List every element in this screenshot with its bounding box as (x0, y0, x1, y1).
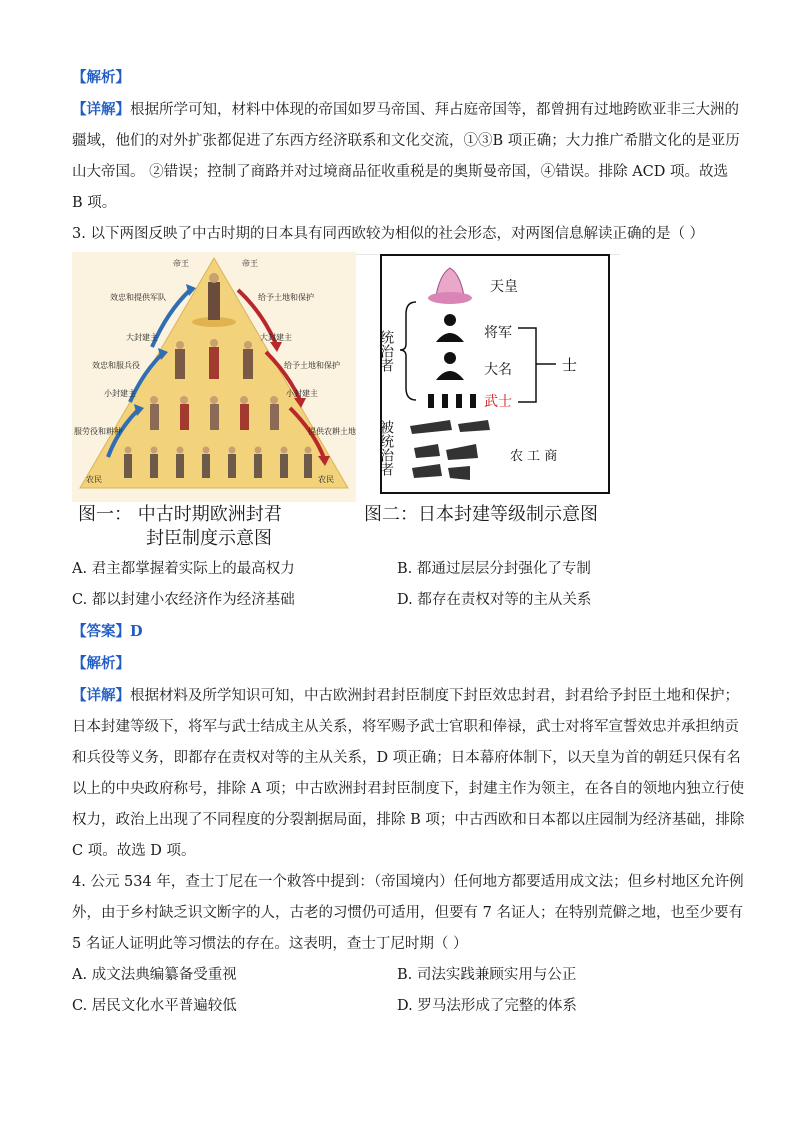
question-4-option-b[interactable]: B. 司法实践兼顾实用与公正 (397, 967, 577, 983)
question-3-option-a[interactable]: A. 君主都掌握着实际上的最高权力 (72, 561, 295, 577)
figure-1-caption-line-2: 封臣制度示意图 (146, 528, 272, 549)
question-3-stem: 3. 以下两图反映了中古时期的日本具有同西欧较为相似的社会形态，对两图信息解读正确的是（ ） (72, 226, 705, 242)
fig1-level-1: 大封建主 (126, 333, 158, 342)
detail-1-line-1: 【详解】根据所学可知，材料中体现的帝国如罗马帝国、拜占庭帝国等，都曾拥有过地跨欧亚非三大洲的 (72, 101, 739, 118)
detail-1-line-4: B 项。 (72, 195, 117, 211)
question-4-option-d[interactable]: D. 罗马法形成了完整的体系 (397, 998, 577, 1014)
fig1-level-2-r: 小封建主 (286, 389, 318, 398)
figure-2-caption: 图二：日本封建等级制示意图 (364, 504, 598, 525)
fig1-level-2: 小封建主 (104, 389, 136, 398)
fig2-daimyo: 大名 (484, 362, 512, 378)
question-4-option-a[interactable]: A. 成文法典编纂备受重视 (72, 967, 237, 983)
figure-1-pyramid (72, 252, 356, 502)
fig1-right-arrow-1: 给予土地和保护 (258, 293, 314, 302)
fig1-right-arrow-2: 给予土地和保护 (284, 361, 340, 370)
question-3-options-row-2 (72, 585, 722, 616)
question-3-answer: 【答案】D (72, 623, 143, 640)
question-4-options-row-2 (72, 991, 722, 1022)
document-page (72, 62, 745, 1022)
fig2-commoners: 农 工 商 (510, 449, 558, 464)
fig1-right-arrow-3: 提供农耕土地 (308, 427, 356, 436)
detail-3-line-5: 权力，政治上出现了不同程度的分裂割据局面，排除 B 项；中古西欧和日本都以庄园制为经济基础，排除 (72, 812, 745, 828)
detail-3-line-1: 【详解】根据材料及所学知识可知，中古欧洲封君封臣制度下封臣效忠封君，封君给予封臣土地和保护； (72, 687, 739, 704)
fig2-shi: 士 (562, 356, 578, 374)
question-3-option-b[interactable]: B. 都通过层层分封强化了专制 (397, 561, 591, 577)
fig1-left-arrow-3: 服劳役和耕种 (74, 427, 122, 436)
fig2-ruled: 被统治者 (378, 420, 394, 476)
question-3-option-d[interactable]: D. 都存在责权对等的主从关系 (397, 592, 592, 608)
question-4-options-row-1 (72, 960, 722, 991)
detail-3-line-3: 和兵役等义务，即都存在责权对等的主从关系，D 项正确；日本幕府体制下，以天皇为首的朝廷只保有名 (72, 750, 741, 766)
detail-3-line-4: 以上的中央政府称号，排除 A 项；中古欧洲封君封臣制度下，封建主作为领主，在各自的领地内独立行使 (72, 781, 745, 797)
analysis-tag-1: 【解析】 (72, 69, 130, 86)
question-3-option-c[interactable]: C. 都以封建小农经济作为经济基础 (72, 592, 295, 608)
question-3-figures (72, 252, 722, 554)
question-4-line-1: 4. 公元 534 年，查士丁尼在一个敕答中提到：（帝国境内）任何地方都要适用成文法；但乡村地区允许例 (72, 874, 744, 890)
analysis-tag-2: 【解析】 (72, 655, 130, 672)
fig1-level-0-r: 帝王 (242, 259, 258, 268)
figure-2-hierarchy (380, 254, 610, 494)
detail-1-line-3: 山大帝国。 ②错误；控制了商路并对过境商品征收重税是的奥斯曼帝国，④错误。排除 ACD 项。故选 (72, 164, 729, 180)
fig2-shogun: 将军 (484, 325, 512, 341)
detail-3-line-2: 日本封建等级下，将军与武士结成主从关系，将军赐予武士官职和俸禄，武士对将军宣誓效忠并承担纳贡 (72, 719, 739, 735)
fig1-level-3-r: 农民 (318, 475, 334, 484)
detail-3-line-6: C 项。故选 D 项。 (72, 843, 196, 859)
question-4-option-c[interactable]: C. 居民文化水平普遍较低 (72, 998, 237, 1014)
fig1-left-arrow-2: 效忠和服兵役 (92, 361, 140, 370)
fig1-level-1-r: 大封建主 (260, 333, 292, 342)
fig2-rulers: 统治者 (378, 330, 394, 372)
question-4-line-2: 外，由于乡村缺乏识文断字的人，古老的习惯仍可适用，但要有 7 名证人；在特别荒僻之地，也至少要有 (72, 905, 743, 921)
question-3-options-row-1 (72, 554, 722, 585)
fig1-left-arrow-1: 效忠和提供军队 (110, 293, 166, 302)
fig1-level-0: 帝王 (173, 259, 189, 268)
fig2-tenno: 天皇 (490, 279, 518, 295)
figure-1-caption-line-1: 图一： 中古时期欧洲封君 (78, 504, 282, 525)
fig1-level-3: 农民 (86, 475, 102, 484)
detail-1-line-2: 疆域，他们的对外扩张都促进了东西方经济联系和文化交流，①③B 项正确；大力推广希腊文化的是亚历 (72, 133, 740, 149)
question-4-line-3: 5 名证人证明此等习惯法的存在。这表明，查士丁尼时期（ ） (72, 936, 468, 952)
fig2-bushi: 武士 (484, 394, 512, 410)
